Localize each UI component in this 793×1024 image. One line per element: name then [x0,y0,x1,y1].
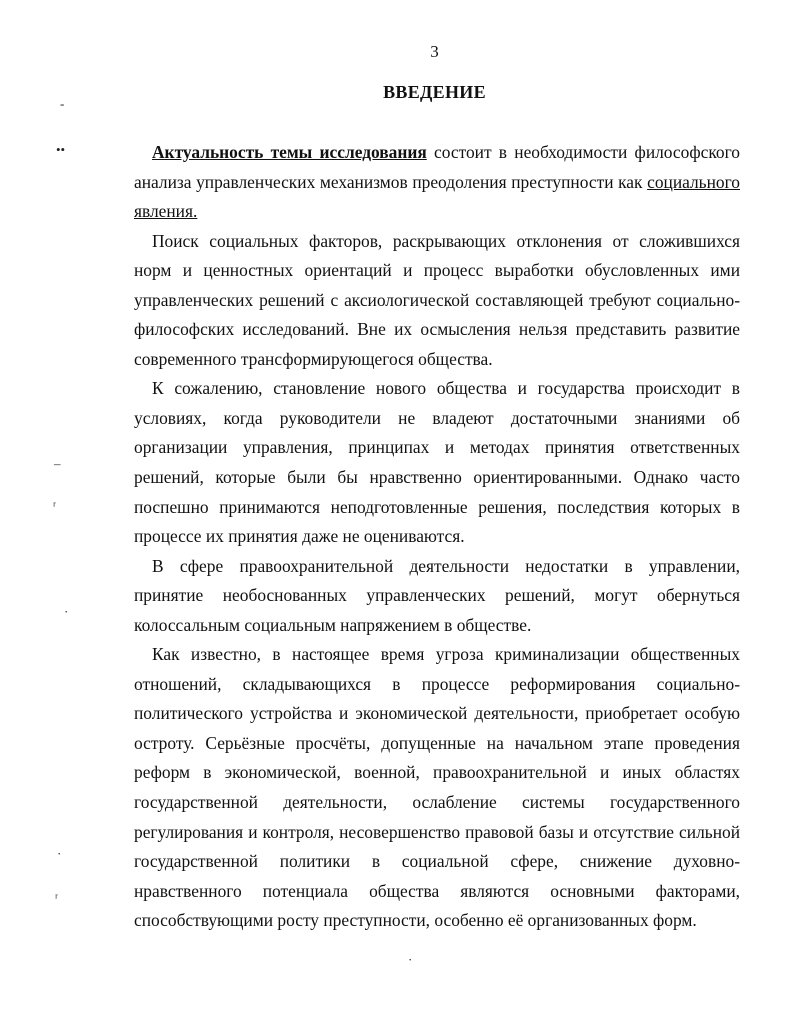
scan-speck: ‐ [60,96,65,111]
scan-speck: •• [56,142,66,157]
page-title: ВВЕДЕНИЕ [383,82,486,102]
paragraph-3: К сожалению, становление нового общества и государства происходит в условиях, когда руководители не владеют достаточными знаниями об организации управления, принципах и методах принятия ответственных решений, которые были бы нравственно ориентированными. Однако часто поспешно принимаются неподготовленные решения, последствия которых в процессе их принятия даже не оцениваются. [134,378,740,547]
paragraph-relevance [134,138,740,227]
relevance-heading: Актуальность темы исследования [152,142,427,162]
scan-speck: ʳ [53,498,56,513]
paragraph-4: В сфере правоохранительной деятельности недостатки в управлении, принятие необоснованных управленческих решений, могут обернуться колоссальным социальным напряжением в обществе. [134,555,740,635]
document-body [134,138,740,936]
paragraph-2: Поиск социальных факторов, раскрывающих отклонения от сложившихся норм и ценностных ориентаций и процесс выработки обусловленных ими управленческих решений с аксиологической составляющей требуют социально-философских исследований. Вне их осмысления нельзя представить развитие современного трансформирующегося общества. [134,230,740,369]
scan-speck: · [408,952,413,967]
paragraph-5: Как известно, в настоящее время угроза криминализации общественных отношений, складывающихся в процессе реформирования социально-политического устройства и экономической деятельности, приобретает особую остроту. Серьёзные просчёты, допущенные на начальном этапе проведения реформ в экономической, военной, правоохранительной и иных областях государственной деятельности, ослабление системы государственного регулирования и контроля, несовершенство правовой базы и отсутствие сильной государственной политики в социальной сфере, снижение духовно-нравственного потенциала общества являются основными факторами, способствующими росту преступности, особенно её организованных форм. [134,644,740,931]
relevance-underlined: социального явления. [134,171,740,222]
scan-speck: · [57,846,62,861]
scan-speck: – [54,456,61,471]
scan-speck: · [64,604,69,619]
relevance-text: состоит в необходимости философского анализа управленческих механизмов преодоления преступности как [134,142,740,192]
scan-speck: ʳ [55,890,58,905]
page-number: 3 [430,42,439,61]
